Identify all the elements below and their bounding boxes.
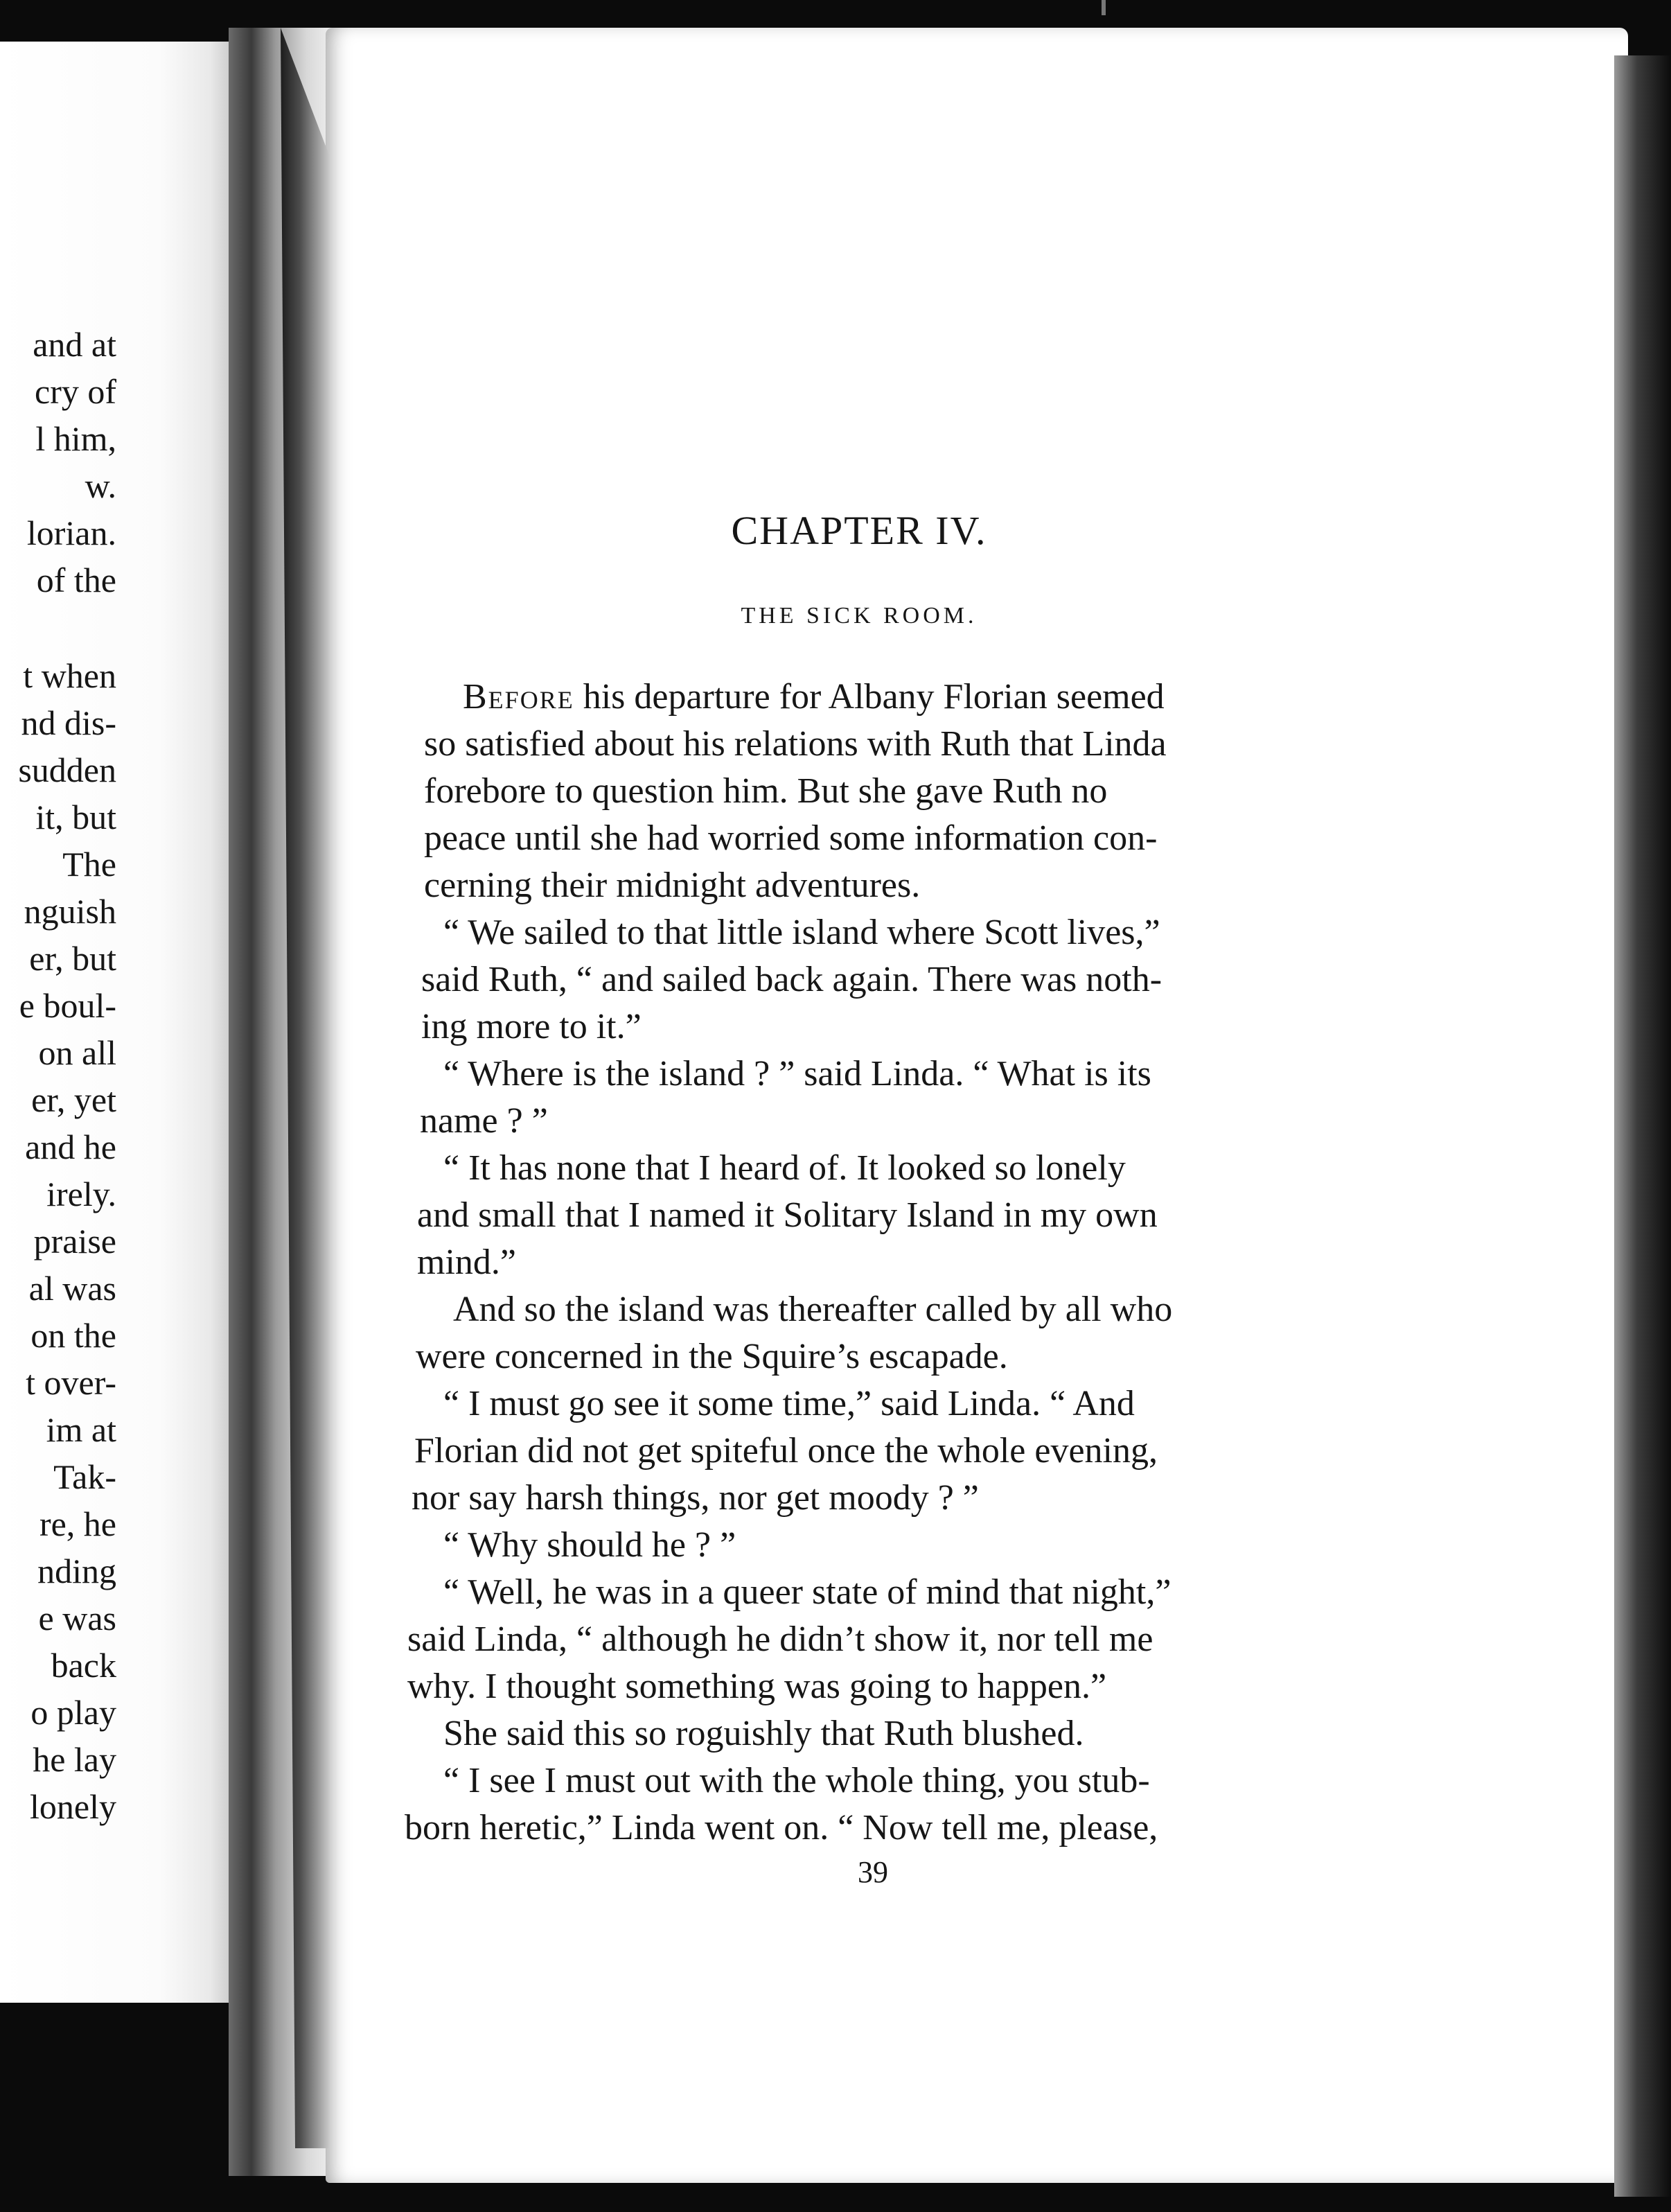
left-line: on the xyxy=(30,1316,116,1355)
body-line: cerning their midnight adventures. xyxy=(424,866,921,905)
left-line: er, but xyxy=(29,939,116,978)
left-line: nding xyxy=(37,1552,116,1590)
body-line: so satisfied about his relations with Ruth that Linda xyxy=(424,724,1167,764)
left-line: back xyxy=(51,1646,116,1685)
body-line: mind.” xyxy=(417,1243,516,1282)
left-line: he lay xyxy=(33,1740,116,1779)
left-line: cry of xyxy=(35,372,116,411)
body-line: “ Well, he was in a queer state of mind that night,” xyxy=(443,1572,1172,1612)
body-line: peace until she had worried some information con- xyxy=(424,818,1158,858)
body-line: why. I thought something was going to happen.” xyxy=(407,1667,1107,1706)
left-line: e was xyxy=(38,1599,116,1638)
left-line: irely. xyxy=(46,1175,116,1213)
opening-word: Before xyxy=(463,677,574,717)
body-line-first xyxy=(463,679,1165,715)
body-line: And so the island was thereafter called by all who xyxy=(453,1290,1173,1329)
body-line: “ Where is the island ? ” said Linda. “ What is its xyxy=(443,1054,1151,1094)
left-line: nd dis- xyxy=(21,703,116,742)
body-line: “ I must go see it some time,” said Linda. “ And xyxy=(443,1384,1135,1423)
body-line: name ? ” xyxy=(420,1101,548,1141)
left-line: im at xyxy=(46,1410,116,1449)
chapter-title: CHAPTER IV. xyxy=(731,508,987,553)
body-line: nor say harsh things, nor get moody ? ” xyxy=(412,1478,979,1518)
left-line: of the xyxy=(36,561,116,599)
left-line: er, yet xyxy=(31,1080,116,1119)
left-line: The xyxy=(62,845,116,884)
left-line: w. xyxy=(85,466,116,505)
first-line-text: his departure for Albany Florian seemed xyxy=(574,677,1165,717)
left-line: lorian. xyxy=(26,514,116,552)
left-line: t over- xyxy=(26,1363,116,1402)
left-line: Tak- xyxy=(53,1457,116,1496)
body-line: said Ruth, “ and sailed back again. There was noth- xyxy=(421,960,1162,999)
body-line: “ I see I must out with the whole thing, you stub- xyxy=(443,1761,1150,1800)
left-line: praise xyxy=(33,1222,116,1261)
body-line: forebore to question him. But she gave Ruth no xyxy=(424,771,1108,811)
scan-speck xyxy=(1102,0,1106,15)
body-line: said Linda, “ although he didn’t show it, nor tell me xyxy=(407,1620,1153,1659)
body-line: born heretic,” Linda went on. “ Now tell me, please, xyxy=(405,1808,1158,1847)
page-number: 39 xyxy=(858,1855,888,1889)
chapter-subtitle: THE SICK ROOM. xyxy=(741,603,978,629)
left-line: nguish xyxy=(24,892,116,931)
left-line: al was xyxy=(28,1269,116,1308)
left-line: o play xyxy=(30,1693,116,1732)
body-line: She said this so roguishly that Ruth blushed. xyxy=(443,1714,1084,1753)
left-line: e boul- xyxy=(19,986,116,1025)
left-line: and at xyxy=(33,325,116,364)
body-line: “ It has none that I heard of. It looked so lonely xyxy=(443,1148,1126,1188)
left-line: on all xyxy=(38,1033,116,1072)
body-line: Florian did not get spiteful once the whole evening, xyxy=(414,1431,1158,1471)
left-facing-page xyxy=(0,42,229,2003)
body-line: and small that I named it Solitary Island in my own xyxy=(417,1195,1158,1235)
left-line: re, he xyxy=(39,1504,116,1543)
body-line: “ Why should he ? ” xyxy=(443,1525,736,1565)
body-line: ing more to it.” xyxy=(421,1007,642,1046)
body-line: “ We sailed to that little island where Scott lives,” xyxy=(443,913,1160,952)
left-line: and he xyxy=(25,1127,116,1166)
left-line: lonely xyxy=(30,1787,116,1826)
left-line: t when xyxy=(23,656,116,695)
body-line: were concerned in the Squire’s escapade. xyxy=(416,1337,1008,1376)
left-line: it, but xyxy=(35,798,116,836)
left-line: l him, xyxy=(35,419,116,458)
right-page-edge-shadow xyxy=(1614,55,1671,2197)
left-line: sudden xyxy=(18,750,116,789)
